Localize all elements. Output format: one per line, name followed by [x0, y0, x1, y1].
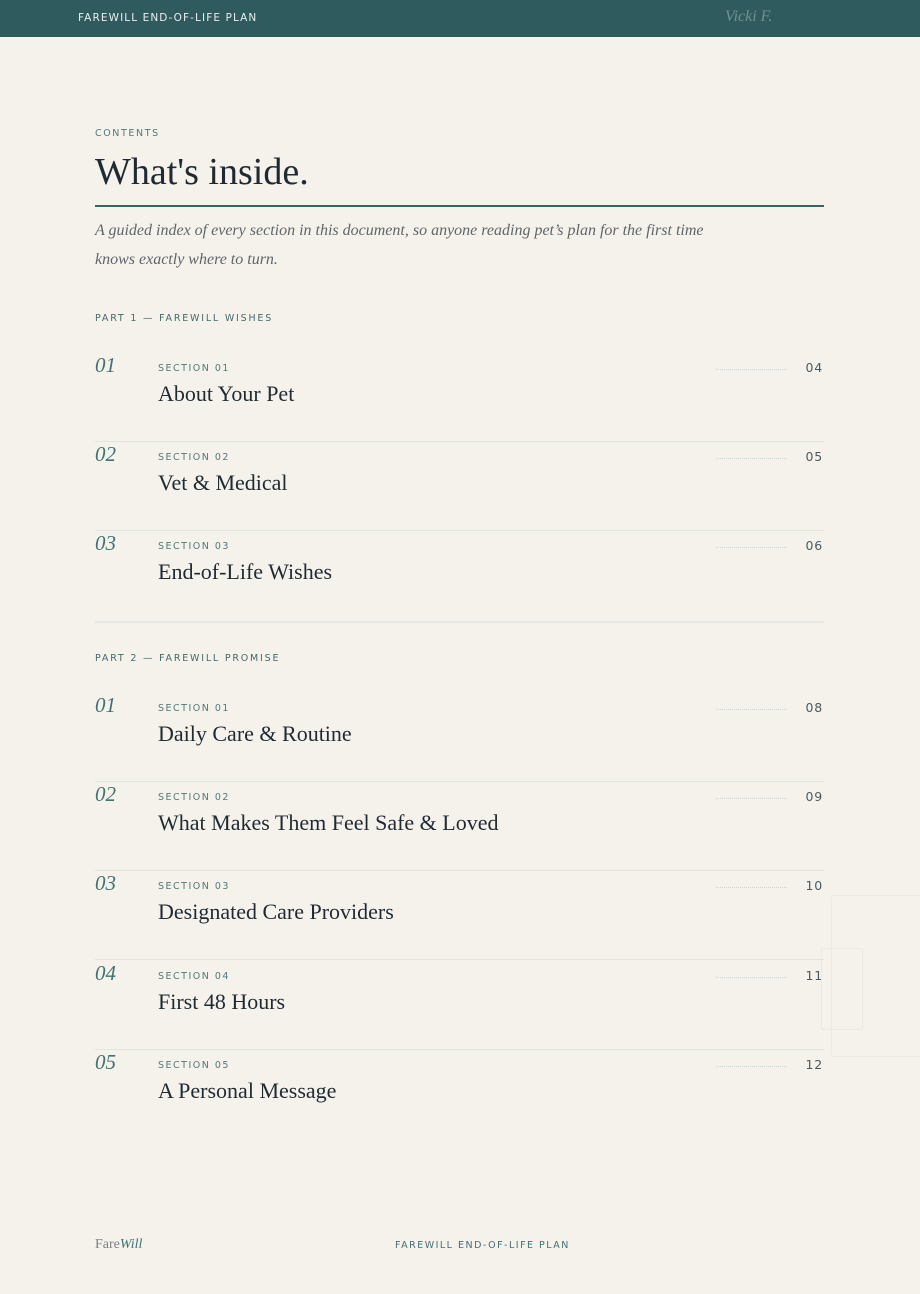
- entry-number: 05: [95, 1050, 116, 1074]
- entry-page-number: 11: [805, 968, 823, 983]
- toc-entry-safe-loved[interactable]: [95, 782, 824, 871]
- page-title: What's inside.: [95, 151, 309, 193]
- entry-section-tag: SECTION 02: [158, 452, 230, 463]
- entry-section-tag: SECTION 05: [158, 1060, 230, 1071]
- toc-entry-end-of-life-wishes[interactable]: [95, 531, 824, 620]
- entry-section-tag: SECTION 04: [158, 971, 230, 982]
- toc-entry-vet-medical[interactable]: [95, 442, 824, 531]
- entry-number: 01: [95, 693, 116, 717]
- toc-entry-about-your-pet[interactable]: [95, 353, 824, 442]
- entry-page-number: 12: [805, 1057, 823, 1072]
- dot-leader: [716, 1066, 787, 1067]
- entry-title: Daily Care & Routine: [158, 721, 352, 746]
- dot-leader: [716, 458, 787, 459]
- intro-text: A guided index of every section in this document, so anyone reading pet’s plan for the first time knows exactly where to turn.: [95, 222, 704, 268]
- entry-section-tag: SECTION 01: [158, 703, 230, 714]
- dot-leader: [716, 798, 787, 799]
- toc-entry-first-48-hours[interactable]: [95, 961, 824, 1050]
- footer-document-title: FAREWILL END-OF-LIFE PLAN: [395, 1240, 570, 1251]
- entry-page-number: 04: [805, 360, 823, 375]
- entry-page-number: 09: [805, 789, 823, 804]
- entry-section-tag: SECTION 02: [158, 792, 230, 803]
- dot-leader: [716, 369, 787, 370]
- entry-number: 03: [95, 531, 116, 555]
- title-divider: [95, 205, 824, 207]
- entry-number: 01: [95, 353, 116, 377]
- dot-leader: [716, 887, 787, 888]
- part-2-label: PART 2 — FAREWILL PROMISE: [95, 653, 281, 664]
- owner-name: Vicki F.: [725, 8, 773, 25]
- toc-entry-care-providers[interactable]: [95, 871, 824, 960]
- dot-leader: [716, 547, 787, 548]
- dot-leader: [716, 977, 787, 978]
- top-bar: [0, 0, 920, 37]
- contents-eyebrow: CONTENTS: [95, 128, 160, 139]
- entry-number: 03: [95, 871, 116, 895]
- entry-title: End-of-Life Wishes: [158, 559, 333, 584]
- entry-title: First 48 Hours: [158, 989, 286, 1014]
- entry-number: 04: [95, 961, 116, 985]
- entry-section-tag: SECTION 01: [158, 363, 230, 374]
- entry-divider: [95, 959, 824, 960]
- decorative-frame: [821, 948, 863, 1030]
- entry-number: 02: [95, 782, 116, 806]
- entry-section-tag: SECTION 03: [158, 541, 230, 552]
- logo-plain: Fare: [95, 1237, 120, 1252]
- entry-page-number: 10: [805, 878, 823, 893]
- toc-entry-personal-message[interactable]: [95, 1050, 824, 1139]
- logo-script: Will: [119, 1237, 143, 1252]
- entry-number: 02: [95, 442, 116, 466]
- entry-title: Designated Care Providers: [158, 899, 394, 924]
- dot-leader: [716, 709, 787, 710]
- document-title: FAREWILL END-OF-LIFE PLAN: [78, 12, 258, 24]
- footer-logo: [95, 1237, 142, 1253]
- entry-title: Vet & Medical: [158, 470, 288, 495]
- entry-page-number: 06: [805, 538, 823, 553]
- entry-section-tag: SECTION 03: [158, 881, 230, 892]
- entry-page-number: 05: [805, 449, 823, 464]
- entry-page-number: 08: [805, 700, 823, 715]
- part-1-label: PART 1 — FAREWILL WISHES: [95, 313, 274, 324]
- entry-title: A Personal Message: [158, 1078, 337, 1103]
- toc-entry-daily-care[interactable]: [95, 693, 824, 782]
- entry-title: About Your Pet: [158, 381, 295, 406]
- entry-title: What Makes Them Feel Safe & Loved: [158, 810, 499, 835]
- part-divider: [95, 621, 824, 623]
